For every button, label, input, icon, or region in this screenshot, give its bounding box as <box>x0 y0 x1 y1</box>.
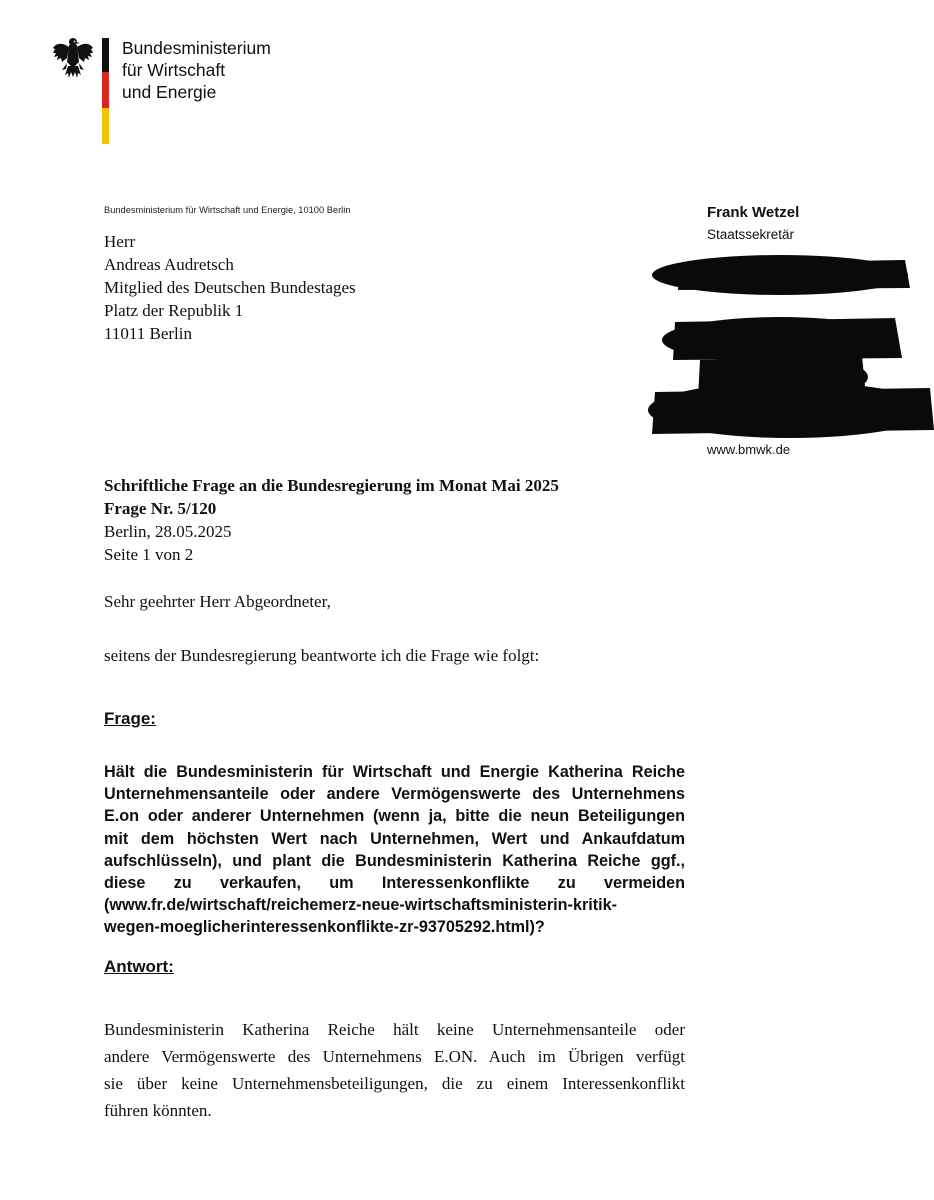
question-line: (www.fr.de/wirtschaft/reichemerz-neue-wirtschaftsministerin-kritik- <box>104 896 618 915</box>
address-line: Herr <box>104 232 136 251</box>
page-indicator: Seite 1 von 2 <box>104 545 194 564</box>
sender-return-address: Bundesministerium für Wirtschaft und Energie, 10100 Berlin <box>104 205 351 215</box>
flag-bar-black <box>102 38 109 72</box>
official-name: Frank Wetzel <box>707 204 800 221</box>
redaction-marker <box>640 252 934 452</box>
answer-line: führen könnten. <box>104 1101 212 1120</box>
ministry-name <box>122 37 271 103</box>
address-line: Andreas Audretsch <box>104 255 234 274</box>
answer-line: andere Vermögenswerte des Unternehmens E.ON. Auch im Übrigen verfügt <box>104 1047 685 1066</box>
question-line: Unternehmensanteile oder andere Vermögenswerte des Unternehmens <box>104 785 685 804</box>
recipient-address <box>104 230 356 345</box>
question-heading: Frage: <box>104 709 156 728</box>
flag-bar-gold <box>102 108 109 144</box>
question-reference: Frage Nr. 5/120 <box>104 499 217 518</box>
ministry-line: Bundesministerium <box>122 38 271 58</box>
website-link[interactable]: www.bmwk.de <box>707 442 791 457</box>
answer-text <box>104 1016 685 1124</box>
intro-sentence: seitens der Bundesregierung beantworte ich die Frage wie folgt: <box>104 646 540 665</box>
salutation: Sehr geehrter Herr Abgeordneter, <box>104 592 331 611</box>
question-line: diese zu verkaufen, um Interessenkonflikte zu vermeiden <box>104 874 685 893</box>
question-line: E.on oder anderer Unternehmen (wenn ja, bitte die neun Beteiligungen <box>104 807 685 826</box>
address-line: Platz der Republik 1 <box>104 301 244 320</box>
address-line: 11011 Berlin <box>104 324 192 343</box>
answer-line: sie über keine Unternehmensbeteiligungen, die zu einem Interessenkonflikt <box>104 1074 685 1093</box>
question-text <box>104 761 685 939</box>
letter-subject: Schriftliche Frage an die Bundesregierung im Monat Mai 2025 <box>104 476 559 495</box>
question-line: aufschlüsseln), und plant die Bundesministerin Katherina Reiche ggf., <box>104 851 685 870</box>
answer-line: Bundesministerin Katherina Reiche hält keine Unternehmensanteile oder <box>104 1020 685 1039</box>
ministry-line: für Wirtschaft <box>122 60 226 80</box>
official-title: Staatssekretär <box>707 227 795 242</box>
flag-bar-red <box>102 72 109 108</box>
answer-heading: Antwort: <box>104 957 174 976</box>
question-line: wegen-moeglicherinteressenkonflikte-zr-93705292.html)? <box>104 918 545 937</box>
question-line: mit dem höchsten Wert nach Unternehmen, Wert und Ankaufdatum <box>104 829 685 848</box>
ministry-line: und Energie <box>122 82 217 102</box>
federal-eagle-icon <box>52 36 94 80</box>
address-line: Mitglied des Deutschen Bundestages <box>104 278 356 297</box>
question-line: Hält die Bundesministerin für Wirtschaft und Energie Katherina Reiche <box>104 763 685 781</box>
letter-date: Berlin, 28.05.2025 <box>104 522 232 541</box>
